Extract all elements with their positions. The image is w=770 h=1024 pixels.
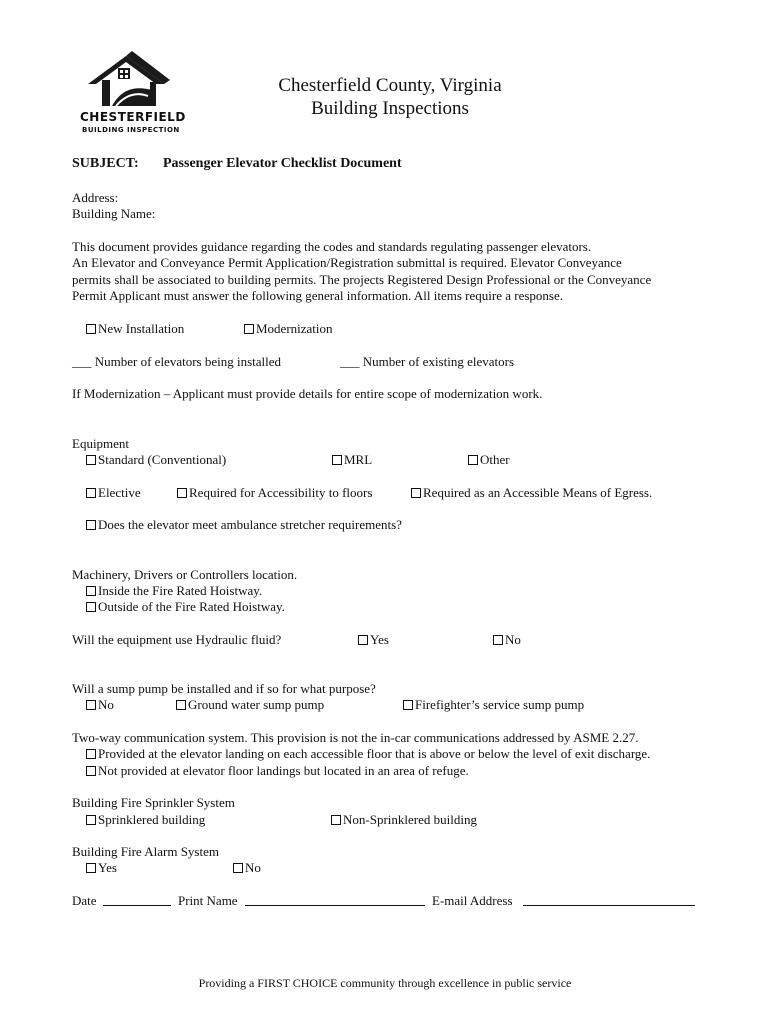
other-checkbox[interactable] <box>468 455 478 465</box>
logo-subtitle: BUILDING INSPECTION <box>82 126 180 134</box>
alarm-no-label: No <box>245 860 261 875</box>
inside-hoistway-option[interactable] <box>86 583 262 599</box>
mrl-checkbox[interactable] <box>332 455 342 465</box>
twoway-provided-checkbox[interactable] <box>86 749 96 759</box>
outside-hoistway-label: Outside of the Fire Rated Hoistway. <box>98 599 285 614</box>
building-name-label: Building Name: <box>72 206 156 221</box>
sump-no-label: No <box>98 697 114 712</box>
elevators-installed-field[interactable] <box>72 354 281 370</box>
other-option[interactable] <box>468 452 510 468</box>
stretcher-label: Does the elevator meet ambulance stretcher requirements? <box>98 517 402 532</box>
sump-no-option[interactable] <box>86 697 114 713</box>
modernization-label: Modernization <box>256 321 333 336</box>
hydraulic-yes-label: Yes <box>370 632 389 647</box>
existing-elevators-field[interactable] <box>340 354 514 370</box>
sump-ground-checkbox[interactable] <box>176 700 186 710</box>
twoway-provided-option[interactable] <box>86 746 650 762</box>
existing-elevators-blank[interactable]: ___ <box>340 354 360 369</box>
twoway-not-provided-checkbox[interactable] <box>86 766 96 776</box>
alarm-yes-checkbox[interactable] <box>86 863 96 873</box>
mrl-label: MRL <box>344 452 373 467</box>
hydraulic-yes-checkbox[interactable] <box>358 635 368 645</box>
date-field[interactable] <box>103 893 171 906</box>
document-title: Passenger Elevator Checklist Document <box>163 156 402 171</box>
print-name-label: Print Name <box>178 893 238 908</box>
standard-checkbox[interactable] <box>86 455 96 465</box>
sump-ground-label: Ground water sump pump <box>188 697 325 712</box>
egress-label: Required as an Accessible Means of Egress. <box>423 485 653 500</box>
intro-line-3: permits shall be associated to building permits. The projects Registered Design Professional or the Conveyance <box>72 272 652 287</box>
hydraulic-question: Will the equipment use Hydraulic fluid? <box>72 632 282 647</box>
accessibility-option[interactable] <box>177 485 372 501</box>
elevators-installed-blank[interactable]: ___ <box>72 354 92 369</box>
new-installation-option[interactable] <box>86 321 184 337</box>
sump-ground-option[interactable] <box>176 697 324 713</box>
outside-hoistway-checkbox[interactable] <box>86 602 96 612</box>
stretcher-checkbox[interactable] <box>86 520 96 530</box>
sprinklered-checkbox[interactable] <box>86 815 96 825</box>
standard-label: Standard (Conventional) <box>98 452 227 467</box>
header-county: Chesterfield County, Virginia <box>278 75 502 96</box>
sprinkler-heading: Building Fire Sprinkler System <box>72 795 235 810</box>
non-sprinklered-label: Non-Sprinklered building <box>343 812 477 827</box>
standard-option[interactable] <box>86 452 226 468</box>
machinery-heading: Machinery, Drivers or Controllers location. <box>72 567 298 582</box>
alarm-no-checkbox[interactable] <box>233 863 243 873</box>
modernization-option[interactable] <box>244 321 333 337</box>
twoway-heading: Two-way communication system. This provision is not the in-car communications addressed by ASME 2.27. <box>72 730 639 745</box>
subject-label: SUBJECT: <box>72 156 139 171</box>
sump-firefighter-option[interactable] <box>403 697 584 713</box>
print-name-field[interactable] <box>245 893 425 906</box>
sump-firefighter-label: Firefighter’s service sump pump <box>415 697 585 712</box>
new-installation-label: New Installation <box>98 321 185 336</box>
alarm-heading: Building Fire Alarm System <box>72 844 219 859</box>
sump-firefighter-checkbox[interactable] <box>403 700 413 710</box>
twoway-provided-label: Provided at the elevator landing on each accessible floor that is above or below the level of exit discharge. <box>98 746 651 761</box>
twoway-not-provided-label: Not provided at elevator floor landings but located in an area of refuge. <box>98 763 469 778</box>
hydraulic-no-checkbox[interactable] <box>493 635 503 645</box>
twoway-not-provided-option[interactable] <box>86 763 469 779</box>
mrl-option[interactable] <box>332 452 372 468</box>
email-label: E-mail Address <box>432 893 513 908</box>
elective-checkbox[interactable] <box>86 488 96 498</box>
sump-question: Will a sump pump be installed and if so for what purpose? <box>72 681 376 696</box>
sprinklered-label: Sprinklered building <box>98 812 206 827</box>
stretcher-option[interactable] <box>86 517 402 533</box>
equipment-heading: Equipment <box>72 436 130 451</box>
accessibility-checkbox[interactable] <box>177 488 187 498</box>
footer-tagline: Providing a FIRST CHOICE community through excellence in public service <box>198 976 572 990</box>
accessibility-label: Required for Accessibility to floors <box>189 485 373 500</box>
address-label: Address: <box>72 190 119 205</box>
inside-hoistway-label: Inside the Fire Rated Hoistway. <box>98 583 263 598</box>
non-sprinklered-option[interactable] <box>331 812 477 828</box>
modernization-checkbox[interactable] <box>244 324 254 334</box>
new-installation-checkbox[interactable] <box>86 324 96 334</box>
hydraulic-no-label: No <box>505 632 521 647</box>
modernization-note: If Modernization – Applicant must provide details for entire scope of modernization work. <box>72 386 543 401</box>
alarm-yes-option[interactable] <box>86 860 117 876</box>
elective-option[interactable] <box>86 485 141 501</box>
sprinklered-option[interactable] <box>86 812 205 828</box>
chesterfield-logo <box>76 50 186 146</box>
logo-name: CHESTERFIELD <box>80 110 186 124</box>
hydraulic-no-option[interactable] <box>493 632 521 648</box>
outside-hoistway-option[interactable] <box>86 599 285 615</box>
intro-line-4: Permit Applicant must answer the following general information. All items require a response. <box>72 288 563 303</box>
alarm-no-option[interactable] <box>233 860 261 876</box>
elective-label: Elective <box>98 485 141 500</box>
egress-option[interactable] <box>411 485 652 501</box>
elevators-installed-label: Number of elevators being installed <box>94 354 282 369</box>
email-field[interactable] <box>523 893 695 906</box>
inside-hoistway-checkbox[interactable] <box>86 586 96 596</box>
alarm-yes-label: Yes <box>98 860 117 875</box>
hydraulic-yes-option[interactable] <box>358 632 389 648</box>
existing-elevators-label: Number of existing elevators <box>362 354 515 369</box>
house-logo-icon <box>76 50 186 112</box>
header-department: Building Inspections <box>311 98 469 119</box>
other-label: Other <box>480 452 510 467</box>
intro-line-1: This document provides guidance regarding the codes and standards regulating passenger elevators. <box>72 239 592 254</box>
date-label: Date <box>72 893 97 908</box>
sump-no-checkbox[interactable] <box>86 700 96 710</box>
egress-checkbox[interactable] <box>411 488 421 498</box>
intro-line-2: An Elevator and Conveyance Permit Application/Registration submittal is required. Elevator Conveyance <box>72 255 622 270</box>
non-sprinklered-checkbox[interactable] <box>331 815 341 825</box>
